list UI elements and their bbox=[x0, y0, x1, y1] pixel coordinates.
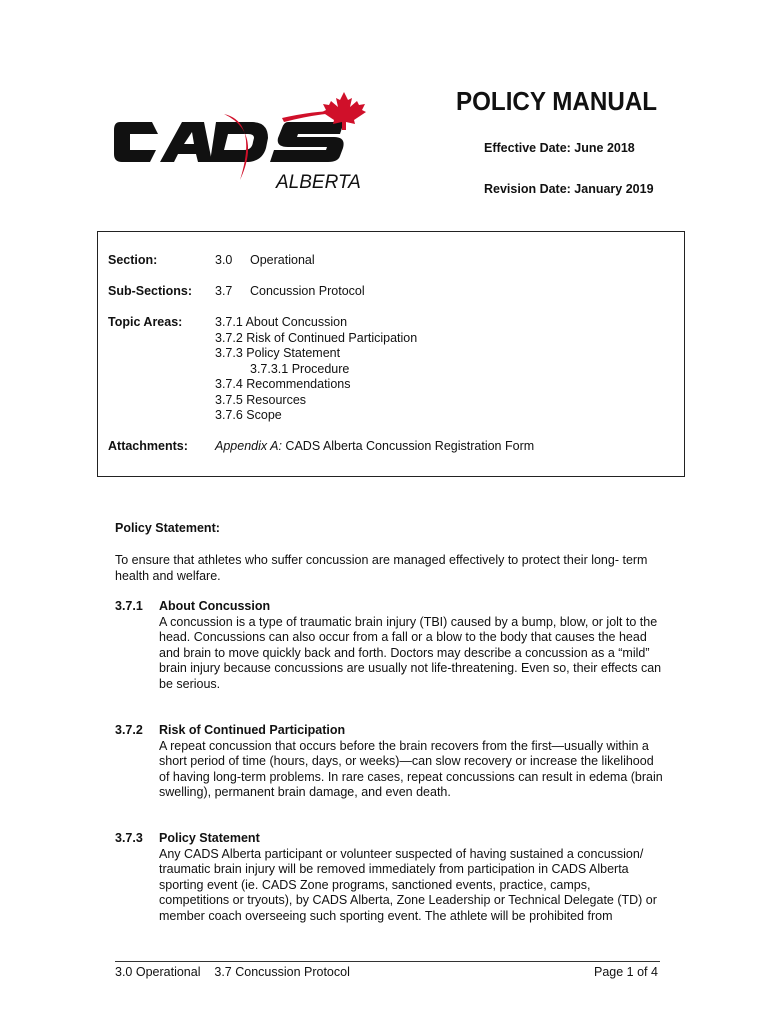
attachment-value bbox=[215, 439, 534, 455]
section-heading: Risk of Continued Participation bbox=[159, 723, 346, 737]
cads-alberta-logo bbox=[112, 92, 374, 196]
topic-item: 3.7.1 About Concussion bbox=[215, 315, 348, 329]
effective-date: Effective Date: June 2018 bbox=[484, 141, 635, 155]
topic-item: 3.7.4 Recommendations bbox=[215, 377, 351, 391]
footer-section-label: 3.0 Operational 3.7 Concussion Protocol bbox=[115, 965, 350, 979]
section-label: Section: bbox=[108, 253, 158, 267]
policy-statement-heading: Policy Statement: bbox=[115, 521, 220, 535]
section-info-box bbox=[97, 231, 685, 477]
attachments-label: Attachments: bbox=[108, 439, 188, 453]
section-number: 3.7.3 bbox=[115, 831, 143, 845]
section-paragraph: A repeat concussion that occurs before the brain recovers from the first—usually within a short period of time (hours, days, or weeks)—can slow recovery or increase the likelihood of having long-term problems. In rare cases, repeat concussions can result in edema (brain swelling), permanent brain damage, and even death. bbox=[159, 738, 663, 800]
section-number: 3.7.2 bbox=[115, 723, 143, 737]
section-paragraph: A concussion is a type of traumatic brain injury (TBI) caused by a bump, blow, or jolt to the head. Concussions can also occur from a fall or a blow to the body that causes the head and brain to move quickly back and forth. Doctors may describe a concussion as a “mild” brain injury because concussions are usually not life-threatening. Even so, their effects can be serious. bbox=[159, 614, 662, 691]
attachment-form-name: CADS Alberta Concussion Registration Form bbox=[281, 439, 535, 453]
topic-item: 3.7.3.1 Procedure bbox=[250, 361, 350, 376]
revision-date: Revision Date: January 2019 bbox=[484, 182, 654, 196]
section-number: 3.7.1 bbox=[115, 599, 143, 613]
subsections-label: Sub-Sections: bbox=[108, 284, 193, 298]
topic-item: 3.7.2 Risk of Continued Participation bbox=[215, 330, 418, 345]
subsections-number: 3.7 bbox=[215, 284, 233, 298]
section-heading: About Concussion bbox=[159, 599, 271, 613]
section-text: Operational bbox=[250, 253, 315, 267]
topic-item: 3.7.5 Resources bbox=[215, 392, 307, 407]
footer-divider bbox=[115, 961, 660, 962]
attachment-appendix: Appendix A: bbox=[215, 439, 282, 453]
cads-wordmark bbox=[114, 111, 358, 180]
logo-alberta-text: ALBERTA bbox=[276, 172, 361, 193]
subsections-text: Concussion Protocol bbox=[250, 284, 365, 298]
document-title: POLICY MANUAL bbox=[456, 86, 658, 116]
section-paragraph: Any CADS Alberta participant or volunteer suspected of having sustained a concussion/ traumatic brain injury will be removed immediately from participation in CADS Alberta sporting event (ie. CADS Zone programs, sanctioned events, practice, camps, competitions or tryouts), by CADS Alberta, Zone Leadership or Technical Delegate (TD) or member coach overseeing such sporting event. The athlete will be prohibited from bbox=[159, 846, 657, 923]
topic-item: 3.7.6 Scope bbox=[215, 408, 282, 422]
page-number: Page 1 of 4 bbox=[594, 965, 658, 979]
topic-item: 3.7.3 Policy Statement bbox=[215, 346, 341, 360]
section-heading: Policy Statement bbox=[159, 831, 260, 845]
policy-statement-text: To ensure that athletes who suffer concussion are managed effectively to protect their long- term health and welfare. bbox=[115, 553, 648, 583]
section-number: 3.0 bbox=[215, 253, 233, 267]
topics-label: Topic Areas: bbox=[108, 315, 183, 329]
